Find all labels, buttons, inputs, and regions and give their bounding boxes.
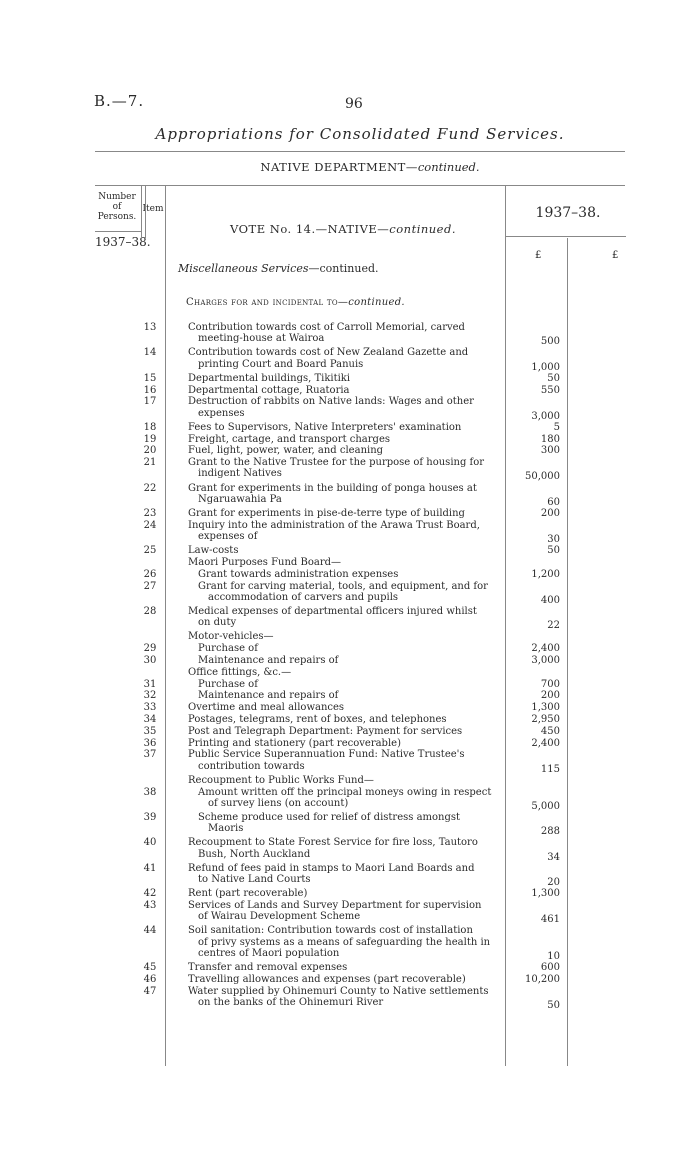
- description-line: centres of Maori population: [198, 947, 340, 959]
- item-description: [188, 690, 502, 701]
- item-number: 23: [143, 508, 157, 519]
- item-amount: 1,300: [531, 888, 560, 900]
- table-row: [140, 974, 560, 985]
- table-row: [140, 690, 560, 701]
- description-line: to Native Land Courts: [198, 874, 311, 885]
- description-line: Inquiry into the administration of the Arawa Trust Board,: [188, 519, 480, 531]
- description-line: accommodation of carvers and pupils: [208, 591, 399, 603]
- item-description: [188, 655, 502, 666]
- description-line: Medical expenses of departmental officers injured whilst: [188, 606, 477, 617]
- item-number: 24: [143, 519, 157, 531]
- table-row: [140, 545, 560, 556]
- description-line: meeting-house at Wairoa: [198, 333, 325, 345]
- item-number: 44: [143, 925, 157, 937]
- table-row: [140, 434, 560, 445]
- description-line: Contribution towards cost of New Zealand Gazette and: [188, 347, 469, 359]
- item-amount: 60: [547, 496, 560, 508]
- item-number: 20: [143, 445, 157, 457]
- description-line: of privy systems as a means of safeguarding the health in: [198, 936, 491, 948]
- item-description: [188, 888, 502, 899]
- table-row: [140, 786, 560, 812]
- table-row: [140, 508, 560, 519]
- item-description: [188, 702, 502, 713]
- item-number: 27: [143, 580, 157, 592]
- description-line: Public Service Superannuation Fund: Native Trustee's: [188, 749, 465, 761]
- item-number: 25: [143, 545, 157, 557]
- table-row: [140, 738, 560, 749]
- table-top-rule: [95, 185, 625, 186]
- item-number: 17: [143, 396, 157, 408]
- description-line: Services of Lands and Survey Department for supervision: [188, 900, 482, 911]
- table-row: [140, 900, 560, 926]
- description-line: Soil sanitation: Contribution towards cost of installation: [188, 925, 473, 937]
- item-number: 35: [143, 725, 157, 737]
- item-description: [188, 483, 502, 505]
- item-amount: 1,200: [531, 568, 560, 580]
- item-description: [188, 545, 502, 556]
- item-number: 38: [143, 786, 157, 798]
- description-line: Maintenance and repairs of: [198, 655, 339, 666]
- item-description: [188, 457, 502, 479]
- department-heading: [0, 160, 700, 174]
- description-line: Scheme produce used for relief of distress amongst: [198, 812, 461, 823]
- table-row: [140, 655, 560, 666]
- description-line: Fuel, light, power, water, and cleaning: [188, 445, 384, 457]
- description-line: Grant to the Native Trustee for the purpose of housing for: [188, 457, 485, 469]
- item-amount: 200: [540, 690, 560, 702]
- item-description: [188, 812, 502, 834]
- item-number: 41: [143, 862, 157, 874]
- item-number: 15: [143, 372, 157, 384]
- item-amount: 50: [547, 999, 560, 1011]
- table-row: [140, 557, 560, 568]
- item-description: [188, 422, 502, 433]
- table-row: [140, 569, 560, 580]
- item-description: [188, 714, 502, 725]
- table-row: [140, 373, 560, 384]
- item-description: [188, 434, 502, 445]
- table-row: [140, 347, 560, 373]
- table-row: [140, 714, 560, 725]
- description-line: Office fittings, &c.—: [188, 666, 292, 678]
- column-year: 1937–38.: [535, 205, 601, 221]
- item-number: 43: [143, 900, 157, 911]
- table-row: [140, 631, 560, 642]
- item-amount: 50,000: [525, 471, 560, 483]
- table-row: [140, 322, 560, 348]
- description-line: Grant towards administration expenses: [198, 568, 399, 580]
- description-line: Recoupment to Public Works Fund—: [188, 774, 374, 786]
- item-amount: 30: [547, 533, 560, 545]
- page-number: 96: [345, 96, 363, 112]
- pound-sign-a: £: [535, 250, 542, 261]
- table-row: [140, 962, 560, 973]
- description-line: Freight, cartage, and transport charges: [188, 433, 391, 445]
- item-description: [188, 569, 502, 580]
- item-description: [188, 962, 502, 973]
- description-line: Grant for experiments in pise-de-terre type of building: [188, 508, 465, 519]
- item-description: [188, 520, 502, 542]
- table-row: [140, 702, 560, 713]
- table-row: [140, 667, 560, 678]
- description-line: Purchase of: [198, 643, 258, 655]
- item-amount: 400: [540, 594, 560, 606]
- item-number: 37: [143, 749, 157, 761]
- description-line: Purchase of: [198, 678, 258, 690]
- item-amount: 200: [540, 508, 560, 519]
- item-description: [188, 738, 502, 749]
- item-amount: 2,400: [531, 737, 560, 749]
- item-description: [188, 581, 502, 603]
- item-description: [188, 373, 502, 384]
- description-line: Bush, North Auckland: [198, 848, 311, 860]
- item-number: 45: [143, 962, 157, 973]
- description-line: Fees to Supervisors, Native Interpreters' examination: [188, 421, 462, 433]
- item-amount: 10,200: [525, 973, 560, 985]
- description-line: of survey liens (on account): [208, 797, 349, 809]
- subsection-title: Charges for and incidental to—: [186, 297, 349, 308]
- item-description: [188, 925, 502, 959]
- table-row: [140, 396, 560, 422]
- item-description: [188, 787, 502, 809]
- table-row: [140, 457, 560, 483]
- vote-heading: [230, 222, 456, 236]
- item-amount: 50: [547, 545, 560, 557]
- table-row: [140, 862, 560, 888]
- item-number: 16: [143, 384, 157, 396]
- item-description: [188, 726, 502, 737]
- item-amount: 300: [540, 445, 560, 457]
- item-number: 14: [143, 347, 157, 359]
- description-line: Ngaruawahia Pa: [198, 493, 282, 505]
- description-line: Grant for experiments in the building of ponga houses at: [188, 482, 477, 494]
- item-description: [188, 385, 502, 396]
- description-line: Transfer and removal expenses: [188, 962, 348, 973]
- persons-rule: [95, 231, 141, 232]
- description-line: Printing and stationery (part recoverable): [188, 737, 401, 749]
- item-amount: 600: [540, 962, 560, 973]
- section-heading: [178, 262, 379, 275]
- item-amount: 5,000: [531, 800, 560, 812]
- item-amount: 3,000: [531, 655, 560, 666]
- item-number: 36: [143, 737, 157, 749]
- description-line: expenses of: [198, 531, 258, 542]
- description-line: Contribution towards cost of Carroll Memorial, carved: [188, 322, 465, 333]
- section-continued: —continued.: [308, 262, 379, 275]
- column-item: Item: [142, 204, 164, 214]
- description-line: on the banks of the Ohinemuri River: [198, 996, 384, 1008]
- description-line: Departmental buildings, Tikitiki: [188, 372, 351, 384]
- description-line: of Wairau Development Scheme: [198, 911, 361, 923]
- section-title: Miscellaneous Services: [178, 262, 309, 275]
- item-number: 21: [143, 457, 157, 469]
- table-row: [140, 482, 560, 508]
- item-description: [188, 508, 502, 519]
- item-amount: 2,400: [531, 643, 560, 655]
- item-amount: 550: [540, 384, 560, 396]
- item-number: 46: [143, 973, 157, 985]
- item-description: [188, 445, 502, 456]
- table-row: [140, 726, 560, 737]
- table-row: [140, 445, 560, 456]
- item-number: 32: [143, 690, 157, 702]
- description-line: on duty: [198, 617, 237, 629]
- item-number: 40: [143, 837, 157, 849]
- item-amount: 500: [540, 336, 560, 348]
- description-line: Refund of fees paid in stamps to Maori Land Boards and: [188, 862, 475, 874]
- item-amount: 1,000: [531, 361, 560, 373]
- table-row: [140, 385, 560, 396]
- table-row: [140, 925, 560, 962]
- subsection-continued: continued.: [348, 297, 405, 308]
- table-row: [140, 985, 560, 1011]
- item-amount: 3,000: [531, 410, 560, 422]
- department-name: NATIVE DEPARTMENT—: [260, 160, 418, 174]
- table-row: [140, 519, 560, 545]
- description-line: Law-costs: [188, 545, 239, 557]
- item-number: 18: [143, 421, 157, 433]
- description-line: Post and Telegraph Department: Payment for services: [188, 725, 463, 737]
- description-line: Maori Purposes Fund Board—: [188, 557, 342, 568]
- description-line: Motor-vehicles—: [188, 631, 274, 643]
- item-amount: 1,300: [531, 702, 560, 714]
- persons-year: 1937–38.: [95, 235, 151, 249]
- page-title: Appropriations for Consolidated Fund Services.: [155, 125, 565, 143]
- item-description: [188, 322, 502, 344]
- description-line: Postages, telegrams, rent of boxes, and telephones: [188, 714, 447, 725]
- item-description: [188, 667, 502, 678]
- pound-sign-b: £: [612, 250, 619, 261]
- description-line: Maoris: [208, 823, 244, 835]
- item-number: 34: [143, 714, 157, 725]
- table-row: [140, 749, 560, 775]
- table-row: [140, 775, 560, 786]
- item-number: 39: [143, 812, 157, 823]
- item-amount: 700: [540, 678, 560, 690]
- description-line: Travelling allowances and expenses (part recoverable): [188, 973, 466, 985]
- description-line: contribution towards: [198, 760, 305, 772]
- year-rule: [505, 236, 626, 237]
- document-code: B.—7.: [94, 92, 145, 110]
- item-number: 47: [143, 985, 157, 997]
- description-line: indigent Natives: [198, 468, 282, 480]
- item-amount: 450: [540, 725, 560, 737]
- item-amount: 34: [547, 851, 560, 863]
- item-number: 19: [143, 433, 157, 445]
- table-row: [140, 837, 560, 863]
- description-line: Grant for carving material, tools, and equipment, and for: [198, 580, 488, 592]
- item-number: 42: [143, 888, 157, 900]
- item-amount: 5: [553, 421, 560, 433]
- item-number: 31: [143, 678, 157, 690]
- item-description: [188, 775, 502, 786]
- description-line: printing Court and Board Panuis: [198, 358, 364, 370]
- description-line: Overtime and meal allowances: [188, 702, 345, 714]
- item-amount: 10: [547, 950, 560, 962]
- column-number-of-persons: Number of Persons.: [97, 192, 137, 222]
- item-description: [188, 837, 502, 859]
- table-row: [140, 888, 560, 899]
- description-line: Departmental cottage, Ruatoria: [188, 384, 350, 396]
- title-rule: [95, 151, 625, 152]
- item-amount: 22: [547, 620, 560, 632]
- item-description: [188, 749, 502, 771]
- item-number: 22: [143, 482, 157, 494]
- item-number: 13: [143, 322, 157, 333]
- item-number: 28: [143, 606, 157, 617]
- description-line: Maintenance and repairs of: [198, 690, 339, 702]
- item-amount: 50: [547, 372, 560, 384]
- subsection-heading: [186, 297, 405, 308]
- item-description: [188, 900, 502, 922]
- item-amount: 115: [540, 763, 560, 775]
- description-line: Recoupment to State Forest Service for fire loss, Tautoro: [188, 837, 478, 849]
- item-description: [188, 631, 502, 642]
- description-line: Destruction of rabbits on Native lands: Wages and other: [188, 396, 474, 408]
- item-description: [188, 863, 502, 885]
- description-line: Rent (part recoverable): [188, 888, 308, 900]
- item-number: 29: [143, 643, 157, 655]
- table-row: [140, 679, 560, 690]
- vote-continued: continued.: [389, 222, 457, 236]
- table-row: [140, 643, 560, 654]
- item-description: [188, 557, 502, 568]
- item-description: [188, 396, 502, 418]
- item-description: [188, 974, 502, 985]
- table-row: [140, 812, 560, 838]
- item-description: [188, 606, 502, 628]
- item-amount: 461: [540, 914, 560, 926]
- description-line: expenses: [198, 407, 245, 419]
- item-number: 33: [143, 702, 157, 714]
- column-divider: [145, 186, 146, 238]
- item-description: [188, 679, 502, 690]
- department-continued: continued.: [417, 160, 480, 174]
- table-row: [140, 606, 560, 632]
- column-divider: [567, 238, 568, 1066]
- vote-label: VOTE No. 14.—NATIVE—: [230, 222, 390, 236]
- description-line: Water supplied by Ohinemuri County to Native settlements: [188, 985, 489, 997]
- item-description: [188, 986, 502, 1008]
- item-amount: 20: [547, 876, 560, 888]
- item-amount: 288: [540, 826, 560, 838]
- description-line: Amount written off the principal moneys owing in respect: [198, 786, 492, 798]
- item-description: [188, 643, 502, 654]
- column-divider: [141, 186, 142, 238]
- item-description: [188, 347, 502, 369]
- table-row: [140, 580, 560, 606]
- item-amount: 180: [540, 433, 560, 445]
- item-number: 30: [143, 655, 157, 666]
- table-row: [140, 422, 560, 433]
- item-number: 26: [143, 568, 157, 580]
- item-amount: 2,950: [531, 714, 560, 725]
